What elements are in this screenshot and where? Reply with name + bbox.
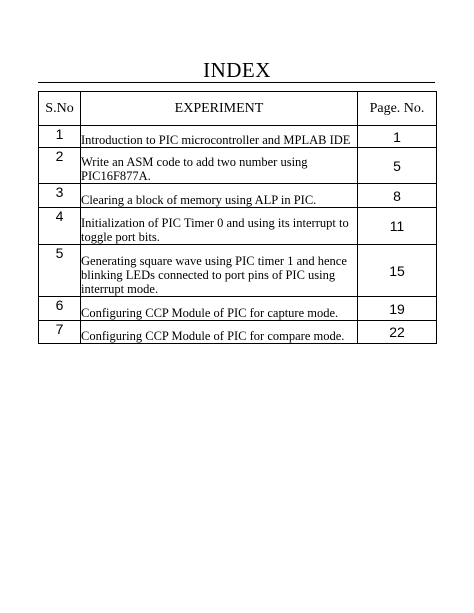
table-row xyxy=(39,321,437,344)
header-sno: S.No xyxy=(39,92,81,126)
row-sno: 1 xyxy=(39,126,81,148)
table-row xyxy=(39,184,437,208)
row-sno: 3 xyxy=(39,184,81,208)
row-sno: 5 xyxy=(39,245,81,297)
table-row xyxy=(39,245,437,297)
header-experiment: EXPERIMENT xyxy=(81,92,358,126)
row-page: 8 xyxy=(358,184,437,208)
row-page: 22 xyxy=(358,321,437,344)
row-experiment: Configuring CCP Module of PIC for capture mode. xyxy=(81,297,358,321)
title-underline xyxy=(38,82,435,83)
row-experiment: Initialization of PIC Timer 0 and using its interrupt to toggle port bits. xyxy=(81,208,358,245)
row-sno: 4 xyxy=(39,208,81,245)
table-row xyxy=(39,297,437,321)
row-page: 5 xyxy=(358,148,437,184)
header-row xyxy=(39,92,437,126)
table-row xyxy=(39,148,437,184)
row-sno: 6 xyxy=(39,297,81,321)
row-experiment: Write an ASM code to add two number using PIC16F877A. xyxy=(81,148,358,184)
row-page: 1 xyxy=(358,126,437,148)
header-page: Page. No. xyxy=(358,92,437,126)
page-title: INDEX xyxy=(203,58,271,82)
row-sno: 2 xyxy=(39,148,81,184)
table-row xyxy=(39,208,437,245)
row-experiment: Introduction to PIC microcontroller and MPLAB IDE xyxy=(81,126,358,148)
row-experiment: Generating square wave using PIC timer 1 and hence blinking LEDs connected to port pins of PIC using interrupt mode. xyxy=(81,245,358,297)
row-experiment: Configuring CCP Module of PIC for compare mode. xyxy=(81,321,358,344)
row-page: 15 xyxy=(358,245,437,297)
row-experiment: Clearing a block of memory using ALP in PIC. xyxy=(81,184,358,208)
row-page: 11 xyxy=(358,208,437,245)
row-sno: 7 xyxy=(39,321,81,344)
row-page: 19 xyxy=(358,297,437,321)
table-row xyxy=(39,126,437,148)
index-table xyxy=(38,91,437,344)
